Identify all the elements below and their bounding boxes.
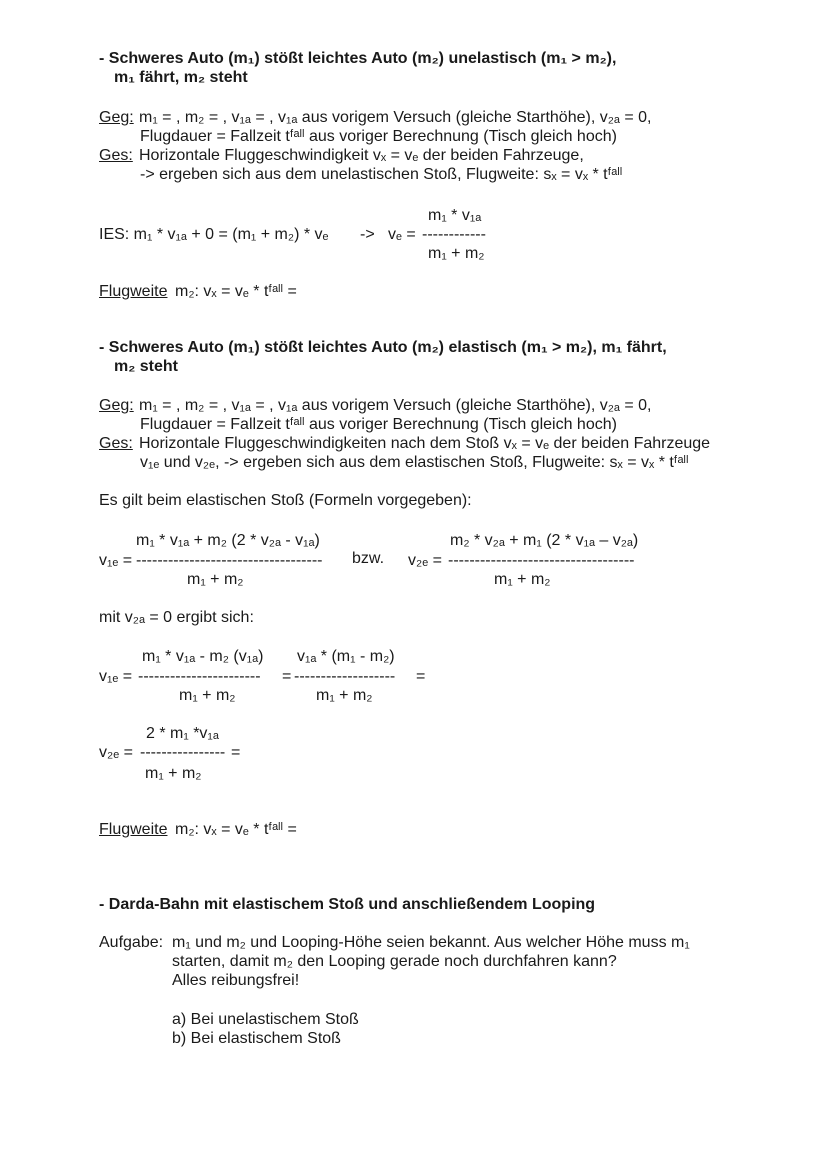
section2-flugweite-label: Flugweite — [99, 821, 168, 838]
v1e-simplified-numerator1: m₁ * v₁ₐ - m₂ (v₁ₐ) — [142, 648, 264, 665]
v2e-formula-bar: ----------------------------------- — [448, 552, 635, 569]
v1e-simplified-bar1: ----------------------- — [138, 668, 261, 685]
bzw-text: bzw. — [352, 550, 385, 567]
section1-ges-line1: Horizontale Fluggeschwindigkeit vₓ = vₑ der beiden Fahrzeuge, — [139, 147, 584, 164]
aufgabe-line1: m₁ und m₂ und Looping-Höhe seien bekannt. Aus welcher Höhe muss m₁ — [172, 934, 690, 951]
ies-arrow: -> — [360, 226, 375, 243]
v2e-simplified-bar: ---------------- — [140, 744, 226, 761]
v1e-formula-denominator: m₁ + m₂ — [187, 571, 244, 588]
section1-geg-line1: m₁ = , m₂ = , v₁ₐ = , v₁ₐ aus vorigem Versuch (gleiche Starthöhe), v₂ₐ = 0, — [139, 109, 652, 126]
v1e-simplified-label: v₁ₑ = — [99, 668, 133, 685]
section1-heading-line2: m₁ fährt, m₂ steht — [114, 69, 248, 86]
aufgabe-label: Aufgabe: — [99, 934, 164, 951]
aufgabe-line2: starten, damit m₂ den Looping gerade noch durchfahren kann? — [172, 953, 617, 970]
section2-geg-line1: m₁ = , m₂ = , v₁ₐ = , v₁ₐ aus vorigem Versuch (gleiche Starthöhe), v₂ₐ = 0, — [139, 397, 652, 414]
section2-heading-line1: - Schweres Auto (m₁) stößt leichtes Auto (m₂) elastisch (m₁ > m₂), m₁ fährt, — [99, 339, 667, 356]
section2-geg-line2: Flugdauer = Fallzeit tᶠᵃˡˡ aus voriger Berechnung (Tisch gleich hoch) — [140, 416, 617, 433]
section2-geg-label: Geg: — [99, 397, 134, 414]
elastic-formula-intro: Es gilt beim elastischen Stoß (Formeln vorgegeben): — [99, 492, 472, 509]
section2-ges-line2: v₁ₑ und v₂ₑ, -> ergeben sich aus dem elastischen Stoß, Flugweite: sₓ = vₓ * tᶠᵃˡˡ — [140, 454, 689, 471]
section1-flugweite-label: Flugweite — [99, 283, 168, 300]
section3-heading: - Darda-Bahn mit elastischem Stoß und anschließendem Looping — [99, 896, 596, 913]
task-item-a: a) Bei unelastischem Stoß — [172, 1011, 359, 1028]
section1-heading-line1: - Schweres Auto (m₁) stößt leichtes Auto (m₂) unelastisch (m₁ > m₂), — [99, 50, 617, 67]
v2e-simplified-equals: = — [231, 744, 241, 761]
v2e-formula-denominator: m₁ + m₂ — [494, 571, 551, 588]
aufgabe-line3: Alles reibungsfrei! — [172, 972, 300, 989]
section2-ges-label: Ges: — [99, 435, 133, 452]
v1e-simplified-denominator2: m₁ + m₂ — [316, 687, 373, 704]
ies-ve-label: vₑ = — [388, 226, 416, 243]
task-item-b: b) Bei elastischem Stoß — [172, 1030, 341, 1047]
section2-flugweite-formula: m₂: vₓ = vₑ * tᶠᵃˡˡ = — [175, 821, 297, 838]
v2e-simplified-numerator: 2 * m₁ *v₁ₐ — [146, 725, 219, 742]
v1e-simplified-denominator1: m₁ + m₂ — [179, 687, 236, 704]
section1-flugweite-formula: m₂: vₓ = vₑ * tᶠᵃˡˡ = — [175, 283, 297, 300]
mit-v2a-text: mit v₂ₐ = 0 ergibt sich: — [99, 609, 254, 626]
v1e-formula-label: v₁ₑ = — [99, 552, 133, 569]
v2e-formula-label: v₂ₑ = — [408, 552, 442, 569]
v1e-simplified-equals1: = — [282, 668, 292, 685]
section1-geg-line2: Flugdauer = Fallzeit tᶠᵃˡˡ aus voriger Berechnung (Tisch gleich hoch) — [140, 128, 617, 145]
ies-fraction-denominator: m₁ + m₂ — [428, 245, 485, 262]
v1e-simplified-numerator2: v₁ₐ * (m₁ - m₂) — [297, 648, 395, 665]
ies-equation: IES: m₁ * v₁ₐ + 0 = (m₁ + m₂) * vₑ — [99, 226, 329, 243]
section2-ges-line1: Horizontale Fluggeschwindigkeiten nach dem Stoß vₓ = vₑ der beiden Fahrzeuge — [139, 435, 711, 452]
v1e-simplified-equals2: = — [416, 668, 426, 685]
v1e-simplified-bar2: ------------------- — [294, 668, 396, 685]
v1e-formula-numerator: m₁ * v₁ₐ + m₂ (2 * v₂ₐ - v₁ₐ) — [136, 532, 320, 549]
section1-ges-label: Ges: — [99, 147, 133, 164]
v2e-simplified-label: v₂ₑ = — [99, 744, 133, 761]
section1-geg-label: Geg: — [99, 109, 134, 126]
v2e-simplified-denominator: m₁ + m₂ — [145, 765, 202, 782]
section2-heading-line2: m₂ steht — [114, 358, 179, 375]
ies-fraction-numerator: m₁ * v₁ₐ — [428, 207, 482, 224]
ies-fraction-bar: ------------ — [422, 226, 486, 243]
section1-ges-line2: -> ergeben sich aus dem unelastischen Stoß, Flugweite: sₓ = vₓ * tᶠᵃˡˡ — [140, 166, 623, 183]
v1e-formula-bar: ----------------------------------- — [136, 552, 323, 569]
v2e-formula-numerator: m₂ * v₂ₐ + m₁ (2 * v₁ₐ – v₂ₐ) — [450, 532, 639, 549]
